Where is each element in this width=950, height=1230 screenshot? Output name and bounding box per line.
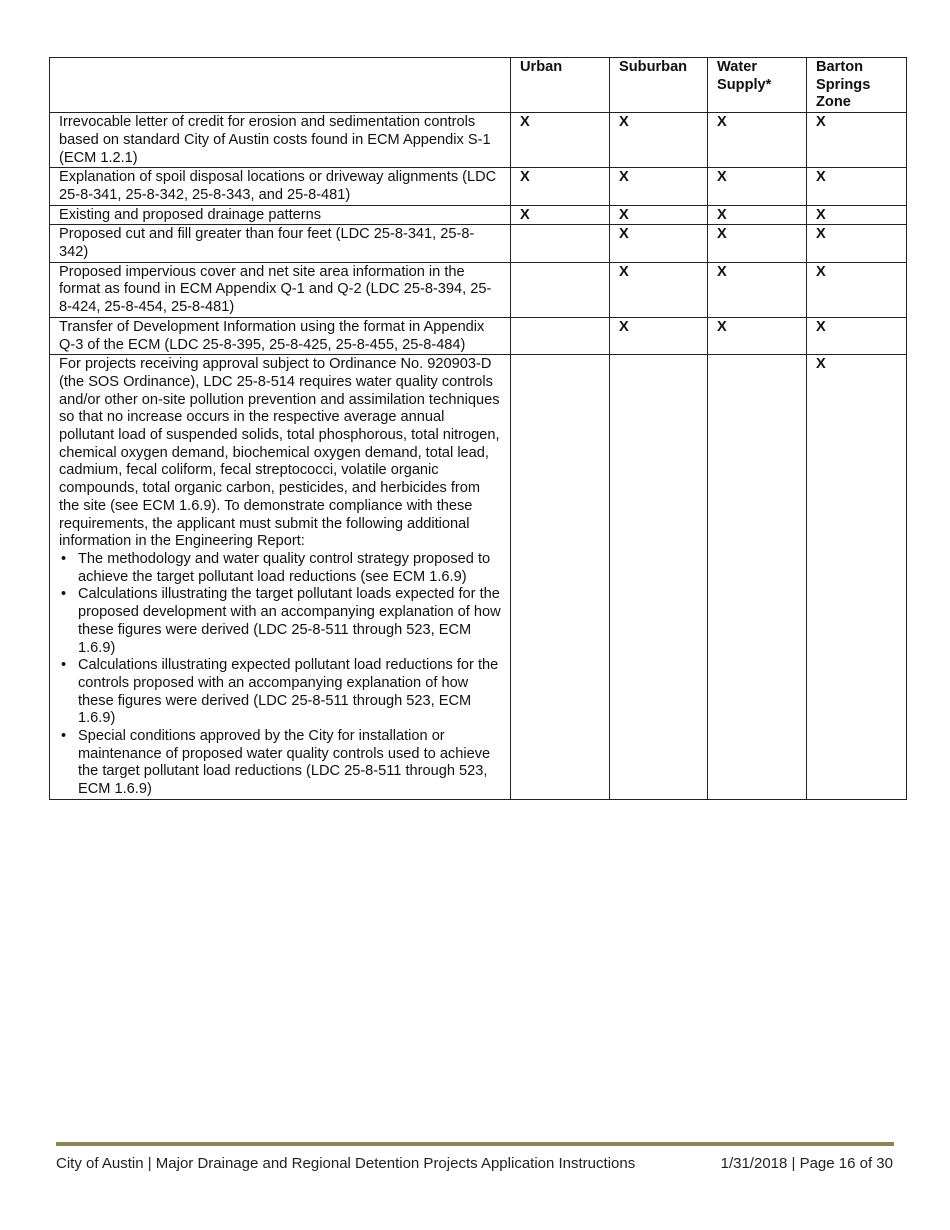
requirement-text: Irrevocable letter of credit for erosion and sedimentation controls based on standard City of Austin costs found in ECM Appendix S-1 (ECM 1.2.1) <box>50 113 511 168</box>
requirement-text: Proposed impervious cover and net site area information in the format as found in ECM Appendix Q-1 and Q-2 (LDC 25-8-394, 25-8-424, 25-8-454, 25-8-481) <box>50 262 511 317</box>
table-row <box>50 205 907 225</box>
suburban-mark: X <box>610 225 708 262</box>
table-row <box>50 113 907 168</box>
urban-mark <box>511 225 610 262</box>
requirement-cell <box>50 355 511 800</box>
urban-mark: X <box>511 168 610 205</box>
water-supply-mark: X <box>708 317 807 354</box>
water-supply-mark: X <box>708 225 807 262</box>
water-supply-mark: X <box>708 113 807 168</box>
suburban-mark: X <box>610 168 708 205</box>
requirement-bullet: • Calculations illustrating expected pollutant load reductions for the controls proposed with an accompanying explanation of how these figures were derived (LDC 25-8-511 through 523, ECM 1.6.9) <box>78 657 502 728</box>
barton-springs-mark: X <box>807 113 907 168</box>
urban-mark <box>511 355 610 800</box>
requirement-bullet: • Special conditions approved by the City for installation or maintenance of proposed water quality controls used to achieve the target pollutant load reductions (LDC 25-8-511 through 523, ECM 1.6.9) <box>78 728 502 799</box>
footer-divider <box>56 1142 894 1146</box>
requirements-table <box>49 57 907 800</box>
header-row <box>50 58 907 113</box>
barton-springs-mark: X <box>807 225 907 262</box>
barton-springs-mark: X <box>807 317 907 354</box>
water-supply-mark: X <box>708 262 807 317</box>
urban-mark <box>511 317 610 354</box>
table-row <box>50 355 907 800</box>
barton-springs-mark: X <box>807 355 907 800</box>
requirement-bullet: • Calculations illustrating the target pollutant loads expected for the proposed development with an accompanying explanation of how these figures were derived (LDC 25-8-511 through 523, ECM 1.6.9) <box>78 586 502 657</box>
requirement-text: Transfer of Development Information using the format in Appendix Q-3 of the ECM (LDC 25-8-395, 25-8-425, 25-8-455, 25-8-484) <box>50 317 511 354</box>
header-suburban: Suburban <box>610 58 708 113</box>
table-row <box>50 262 907 317</box>
requirement-bullet-list <box>59 551 502 799</box>
table-row <box>50 225 907 262</box>
barton-springs-mark: X <box>807 262 907 317</box>
urban-mark: X <box>511 113 610 168</box>
suburban-mark: X <box>610 317 708 354</box>
suburban-mark: X <box>610 262 708 317</box>
urban-mark <box>511 262 610 317</box>
barton-springs-mark: X <box>807 168 907 205</box>
requirement-bullet: • The methodology and water quality control strategy proposed to achieve the target pollutant load reductions (see ECM 1.6.9) <box>78 551 502 586</box>
header-water-supply: Water Supply* <box>708 58 807 113</box>
table-row <box>50 168 907 205</box>
footer-date-page: 1/31/2018 | Page 16 of 30 <box>720 1155 893 1172</box>
header-requirement <box>50 58 511 113</box>
table-row <box>50 317 907 354</box>
urban-mark: X <box>511 205 610 225</box>
requirement-text: For projects receiving approval subject to Ordinance No. 920903-D (the SOS Ordinance), LDC 25-8-514 requires water quality controls and/or other on-site pollution prevention and assimilation techniques so that no increase occurs in the respective average annual pollutant load of suspended solids, total phosphorous, total nitrogen, chemical oxygen demand, biochemical oxygen demand, total lead, cadmium, fecal coliform, fecal streptococci, volatile organic compounds, total organic carbon, pesticides, and herbicides from the site (see ECM 1.6.9). To demonstrate compliance with these requirements, the applicant must submit the following additional information in the Engineering Report: <box>59 356 500 550</box>
footer-document-title: City of Austin | Major Drainage and Regional Detention Projects Application Instructions <box>56 1155 636 1172</box>
suburban-mark: X <box>610 113 708 168</box>
barton-springs-mark: X <box>807 205 907 225</box>
requirement-text: Existing and proposed drainage patterns <box>50 205 511 225</box>
requirement-text: Explanation of spoil disposal locations or driveway alignments (LDC 25-8-341, 25-8-342, 25-8-343, and 25-8-481) <box>50 168 511 205</box>
suburban-mark <box>610 355 708 800</box>
water-supply-mark: X <box>708 168 807 205</box>
water-supply-mark <box>708 355 807 800</box>
suburban-mark: X <box>610 205 708 225</box>
header-urban: Urban <box>511 58 610 113</box>
header-barton-springs-zone: Barton Springs Zone <box>807 58 907 113</box>
water-supply-mark: X <box>708 205 807 225</box>
requirement-text: Proposed cut and fill greater than four feet (LDC 25-8-341, 25-8-342) <box>50 225 511 262</box>
